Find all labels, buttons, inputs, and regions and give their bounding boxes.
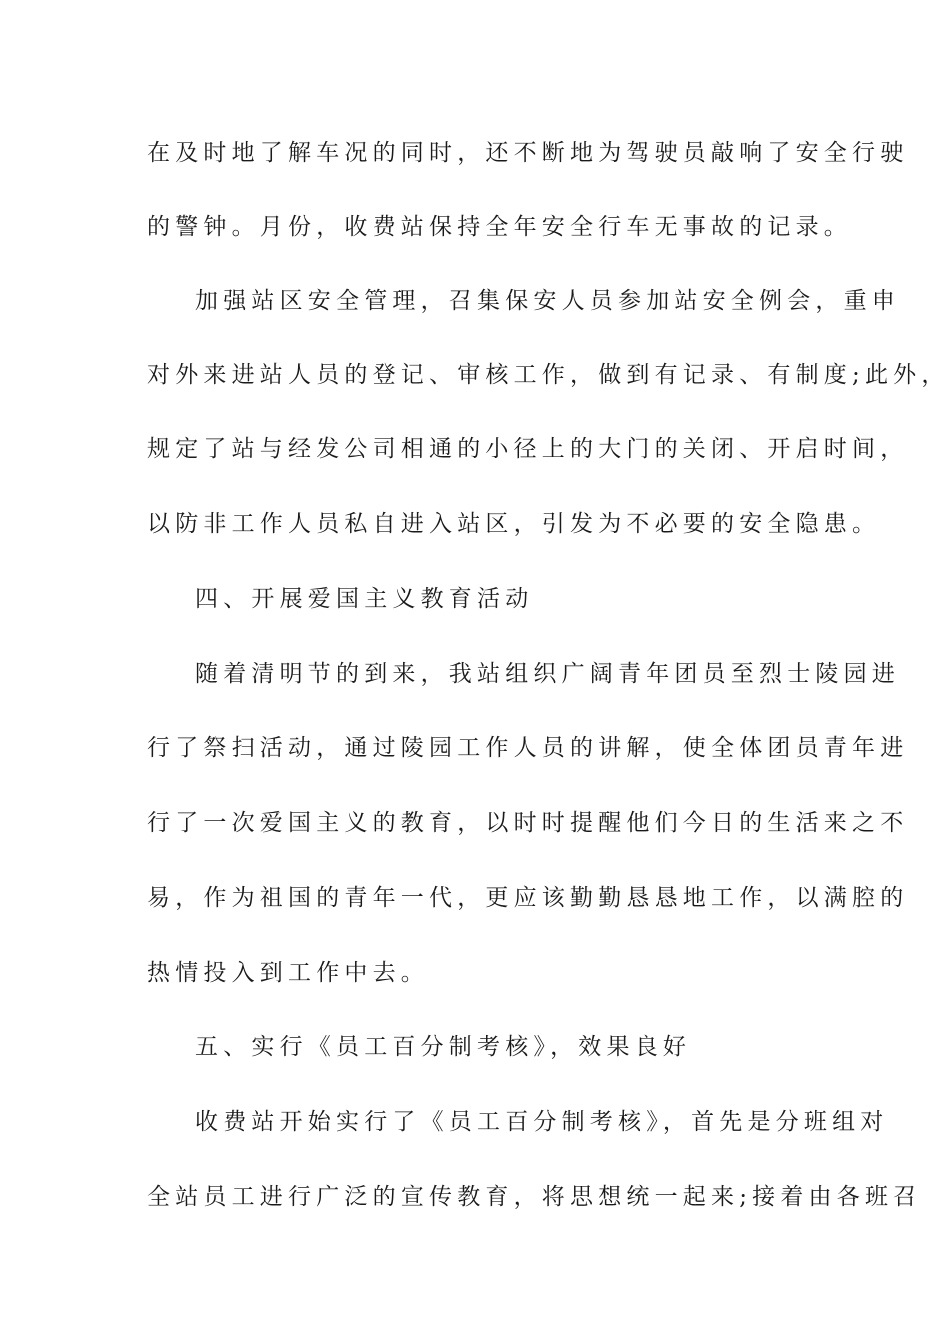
paragraph-line: 在及时地了解车况的同时，还不断地为驾驶员敲响了安全行驶 [147,140,909,166]
paragraph-line: 行了祭扫活动，通过陵园工作人员的讲解，使全体团员青年进 [147,735,909,761]
paragraph-line: 以防非工作人员私自进入站区，引发为不必要的安全隐患。 [147,511,881,537]
paragraph-line: 加强站区安全管理，召集保安人员参加站安全例会，重申 [195,288,900,314]
paragraph-line: 全站员工进行广泛的宣传教育，将思想统一起来;接着由各班召 [147,1184,922,1210]
paragraph-line: 易，作为祖国的青年一代，更应该勤勤恳恳地工作，以满腔的 [147,885,909,911]
paragraph-line: 收费站开始实行了《员工百分制考核》，首先是分班组对 [195,1109,889,1135]
section-heading: 五、实行《员工百分制考核》，效果良好 [195,1034,692,1060]
paragraph-line: 对外来进站人员的登记、审核工作，做到有记录、有制度;此外， [147,362,950,388]
paragraph-line: 行了一次爱国主义的教育，以时时提醒他们今日的生活来之不 [147,810,909,836]
paragraph-line: 规定了站与经发公司相通的小径上的大门的关闭、开启时间， [147,436,909,462]
section-heading: 四、开展爱国主义教育活动 [195,586,534,612]
paragraph-line: 的警钟。月份，收费站保持全年安全行车无事故的记录。 [147,214,852,240]
paragraph-line: 随着清明节的到来，我站组织广阔青年团员至烈士陵园进 [195,661,900,687]
paragraph-line: 热情投入到工作中去。 [147,960,429,986]
